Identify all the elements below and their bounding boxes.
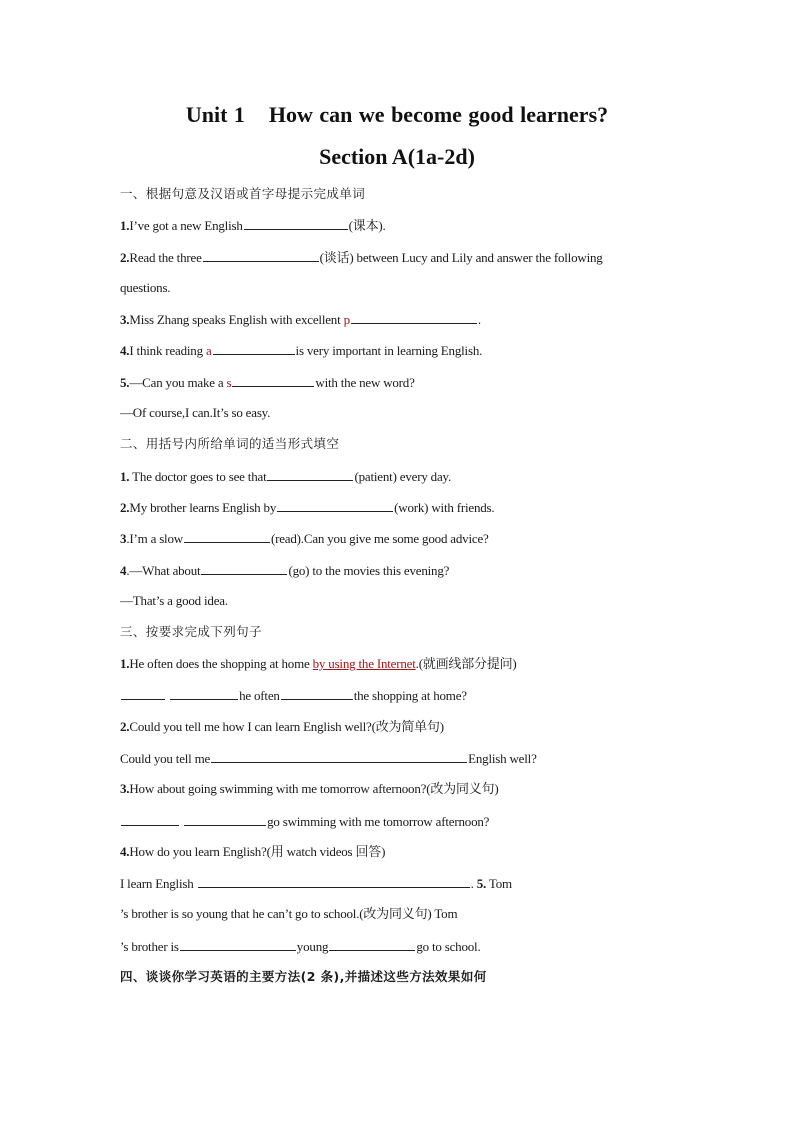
answer-blank[interactable] [121, 687, 165, 700]
answer-blank[interactable] [201, 562, 287, 575]
p2-question-3: 3.I’m a slow (read).Can you give me some good advice? [120, 531, 489, 546]
section-title: Section A(1a-2d) [319, 144, 475, 169]
answer-blank[interactable] [277, 499, 393, 512]
answer-blank[interactable] [281, 687, 353, 700]
p3-question-3: 3.How about going swimming with me tomorrow afternoon?(改为同义句) [120, 781, 499, 796]
p3-question-4: 4.How do you learn English?(用 watch videos 回答) [120, 844, 386, 859]
part3-heading: 三、按要求完成下列句子 [120, 624, 262, 639]
p3-question-1-answer: he often the shopping at home? [120, 687, 467, 704]
answer-blank[interactable] [267, 468, 353, 481]
part2-heading: 二、用括号内所给单词的适当形式填空 [120, 436, 340, 451]
p1-question-3: 3.Miss Zhang speaks English with excellent p . [120, 312, 481, 327]
p3-question-5: ’s brother is so young that he can’t go to school.(改为同义句) Tom [120, 906, 458, 921]
p1-question-2-cont: questions. [120, 280, 171, 295]
answer-blank[interactable] [170, 687, 238, 700]
unit-title: Unit 1 How can we become good learners? [185, 102, 609, 127]
p2-question-4: 4.—What about (go) to the movies this evening? [120, 563, 450, 578]
answer-blank[interactable] [329, 938, 415, 951]
p2-question-1: 1. The doctor goes to see that (patient) every day. [120, 469, 452, 484]
answer-blank[interactable] [213, 342, 295, 355]
p2-question-4-reply: —That’s a good idea. [120, 593, 228, 608]
p3-question-1: 1.He often does the shopping at home by using the Internet.(就画线部分提问) [120, 656, 517, 671]
letter-hint: a [205, 343, 212, 358]
answer-blank[interactable] [180, 938, 296, 951]
answer-blank[interactable] [121, 813, 179, 826]
answer-blank[interactable] [232, 374, 314, 387]
answer-blank[interactable] [184, 530, 270, 543]
part4-heading: 四、谈谈你学习英语的主要方法(2 条),并描述这些方法效果如何 [120, 969, 487, 984]
p2-question-2: 2.My brother learns English by (work) with friends. [120, 500, 495, 515]
p3-question-4-answer: I learn English . 5. Tom [120, 876, 512, 891]
answer-blank[interactable] [198, 875, 470, 888]
answer-blank[interactable] [211, 750, 467, 763]
answer-blank[interactable] [203, 249, 319, 262]
answer-blank[interactable] [244, 217, 348, 230]
answer-blank[interactable] [184, 813, 266, 826]
underlined-phrase: by using the Internet [312, 656, 416, 671]
p1-question-5-reply: —Of course,I can.It’s so easy. [120, 405, 271, 420]
p3-question-2: 2.Could you tell me how I can learn English well?(改为简单句) [120, 719, 444, 734]
p3-question-5-answer: ’s brother is young go to school. [120, 939, 481, 954]
p1-question-4: 4.I think reading a is very important in learning English. [120, 343, 483, 358]
p1-question-2: 2.Read the three (谈话) between Lucy and Lily and answer the following [120, 250, 603, 265]
letter-hint: p [343, 312, 350, 327]
answer-blank[interactable] [351, 311, 477, 324]
p3-question-2-answer: Could you tell me English well? [120, 751, 537, 766]
letter-hint: s [226, 375, 232, 390]
p1-question-5: 5.—Can you make a s with the new word? [120, 375, 415, 390]
part1-heading: 一、根据句意及汉语或首字母提示完成单词 [120, 186, 366, 201]
p1-question-1: 1.I’ve got a new English (课本). [120, 218, 386, 233]
p3-question-3-answer: go swimming with me tomorrow afternoon? [120, 813, 489, 830]
